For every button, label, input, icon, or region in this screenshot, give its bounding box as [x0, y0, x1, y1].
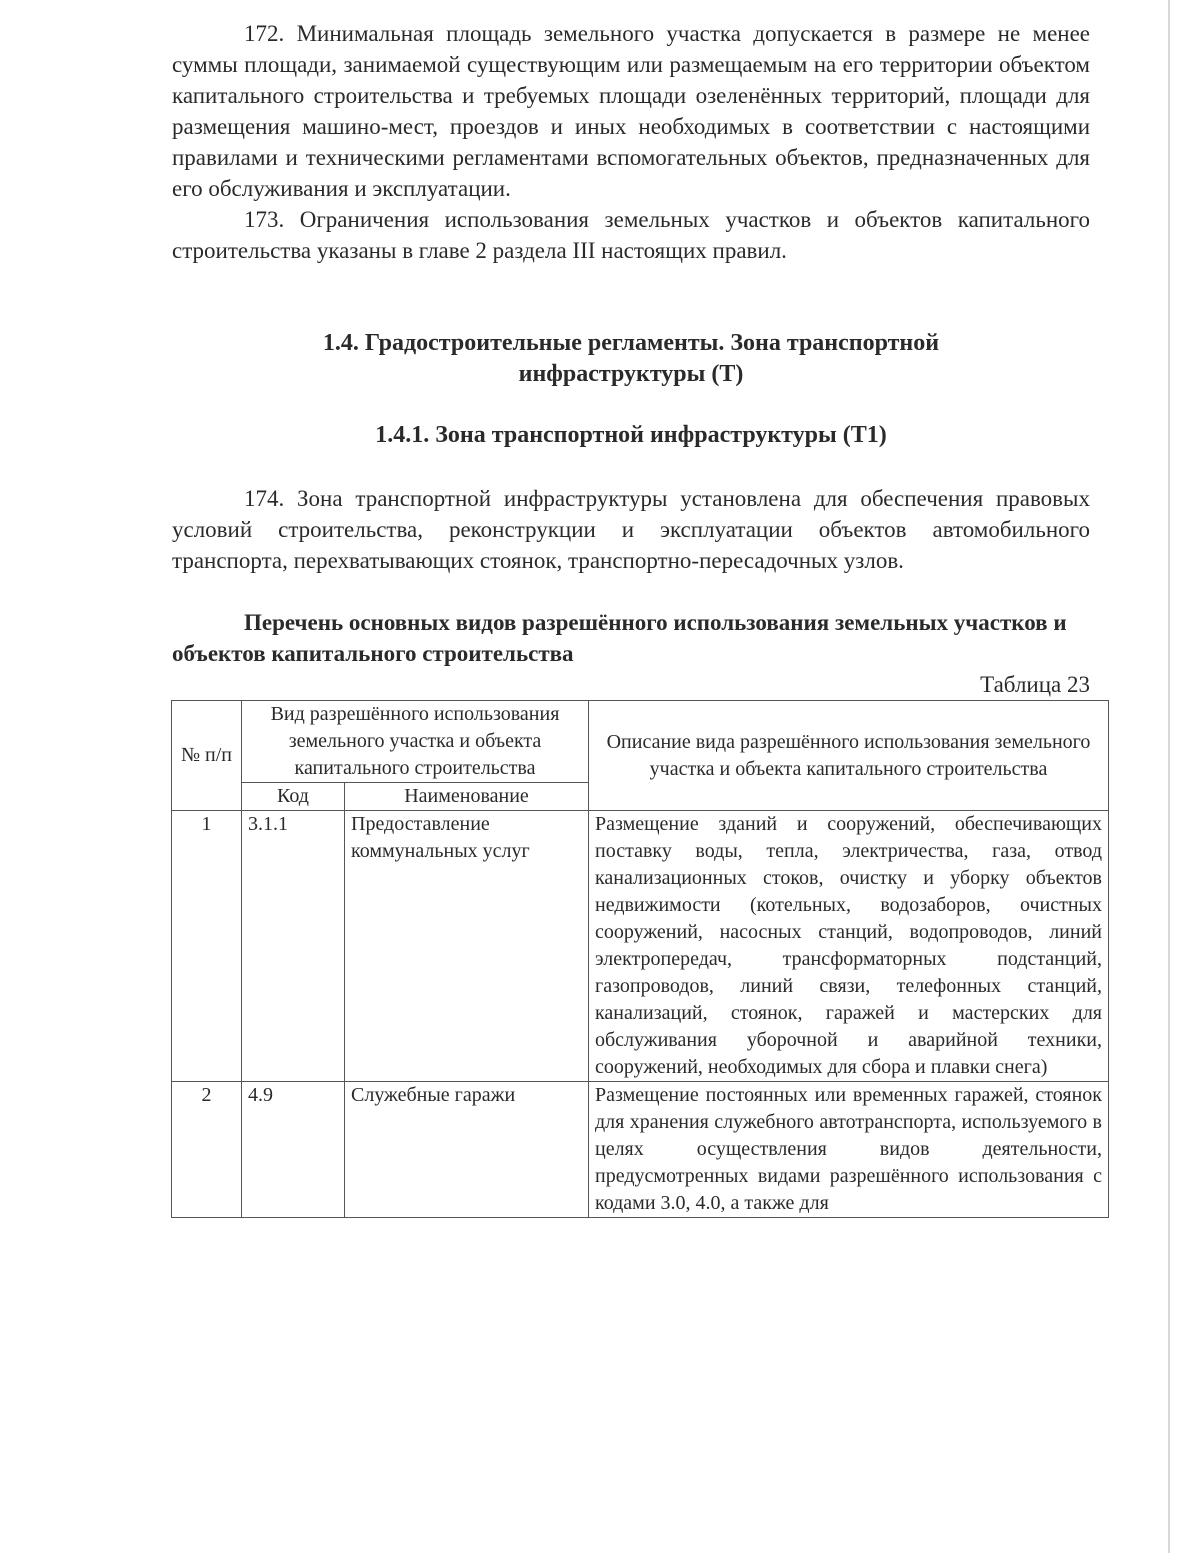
row-code: 4.9 — [242, 1082, 345, 1218]
header-kind: Вид разрешённого использования земельного участка и объекта капитального строительства — [242, 701, 589, 783]
header-name: Наименование — [345, 783, 589, 811]
page-edge-line — [1168, 0, 1170, 1553]
section-heading-1-4-line2: инфраструктуры (Т) — [518, 361, 744, 387]
spacer — [172, 266, 1090, 328]
section-heading-1-4-1: 1.4.1. Зона транспортной инфраструктуры (Т1) — [375, 422, 887, 448]
spacer — [172, 451, 1090, 483]
row-description: Размещение зданий и сооружений, обеспечивающих поставку воды, тепла, электричества, газа, отвод канализационных стоков, очистку и уборку объектов недвижимости (котельных, водозаборов, очистных сооружений, насосных станций, водопроводов, линий электропередач, трансформаторных подстанций, газопроводов, линий связи, телефонных станций, канализаций, стоянок, гаражей и мастерских для обслуживания уборочной и аварийной техники, сооружений, необходимых для сбора и плавки снега) — [589, 811, 1109, 1082]
row-code: 3.1.1 — [242, 811, 345, 1082]
section-heading-1-4-line1: 1.4. Градостроительные регламенты. Зона транспортной — [322, 330, 940, 356]
row-description: Размещение постоянных или временных гаражей, стоянок для хранения служебного автотранспорта, используемого в целях осуществления видов деятельности, предусмотренных видами разрешённого использования с кодами 3.0, 4.0, а также для — [589, 1082, 1109, 1218]
table-header-row — [172, 701, 1109, 783]
section-heading-1-4 — [172, 328, 1090, 390]
permitted-uses-table — [171, 700, 1109, 1218]
paragraph-174: 174. Зона транспортной инфраструктуры установлена для обеспечения правовых условий строительства, реконструкции и эксплуатации объектов автомобильного транспорта, перехватывающих стоянок, транспортно-пересадочных узлов. — [172, 486, 1090, 573]
table-row — [172, 1082, 1109, 1218]
spacer — [172, 576, 1090, 607]
table-number: Таблица 23 — [980, 672, 1090, 697]
row-name: Служебные гаражи — [345, 1082, 589, 1218]
spacer — [172, 390, 1090, 420]
row-name: Предоставление коммунальных услуг — [345, 811, 589, 1082]
header-num: № п/п — [172, 701, 242, 811]
header-code: Код — [242, 783, 345, 811]
document-page — [172, 18, 1102, 1218]
header-description: Описание вида разрешённого использования земельного участка и объекта капитального строительства — [589, 701, 1109, 811]
row-num: 1 — [172, 811, 242, 1082]
table-caption: Перечень основных видов разрешённого использования земельных участков и объектов капитального строительства — [172, 610, 1067, 666]
table-row — [172, 811, 1109, 1082]
paragraph-172: 172. Минимальная площадь земельного участка допускается в размере не менее суммы площади, занимаемой существующим или размещаемым на его территории объектом капитального строительства и требуемых площади озеленённых территорий, площади для размещения машино-мест, проездов и иных необходимых в соответствии с настоящими правилами и техническими регламентами вспомогательных объектов, предназначенных для его обслуживания и эксплуатации. — [172, 21, 1090, 201]
row-num: 2 — [172, 1082, 242, 1218]
paragraph-173: 173. Ограничения использования земельных участков и объектов капитального строительства указаны в главе 2 раздела III настоящих правил. — [172, 207, 1090, 263]
